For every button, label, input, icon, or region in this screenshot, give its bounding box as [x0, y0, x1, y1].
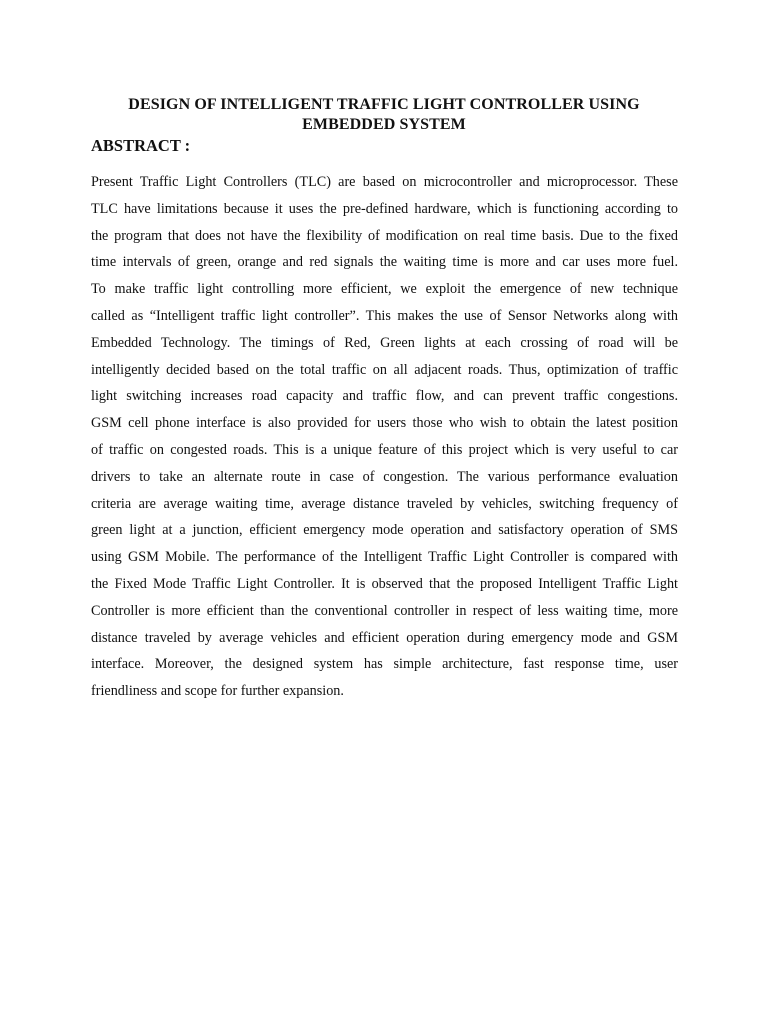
abstract-line: the Fixed Mode Traffic Light Controller. It is observed that the proposed Intelligent Traffic Light: [91, 575, 678, 592]
abstract-line: intelligently decided based on the total traffic on all adjacent roads. Thus, optimization of traffic: [91, 361, 678, 378]
abstract-line: drivers to take an alternate route in case of congestion. The various performance evaluation: [91, 468, 678, 485]
abstract-heading: ABSTRACT :: [91, 136, 191, 155]
document-title-line: EMBEDDED SYSTEM: [302, 116, 466, 133]
abstract-line: TLC have limitations because it uses the pre-defined hardware, which is functioning according to: [91, 200, 678, 217]
abstract-line: distance traveled by average vehicles and efficient operation during emergency mode and GSM: [91, 629, 678, 646]
abstract-line: light switching increases road capacity and traffic flow, and can prevent traffic congestions.: [91, 388, 678, 405]
abstract-body: [91, 169, 678, 705]
document-title-line: DESIGN OF INTELLIGENT TRAFFIC LIGHT CONTROLLER USING: [128, 96, 640, 113]
abstract-line: called as “Intelligent traffic light controller”. This makes the use of Sensor Networks along with: [91, 307, 678, 324]
abstract-line: friendliness and scope for further expansion.: [91, 683, 344, 700]
abstract-line: green light at a junction, efficient emergency mode operation and satisfactory operation of SMS: [91, 522, 678, 539]
abstract-line: Present Traffic Light Controllers (TLC) are based on microcontroller and microprocessor. These: [91, 174, 678, 190]
abstract-line: of traffic on congested roads. This is a unique feature of this project which is very useful to car: [91, 441, 678, 458]
abstract-line: interface. Moreover, the designed system has simple architecture, fast response time, user: [91, 656, 678, 673]
abstract-line: the program that does not have the flexibility of modification on real time basis. Due to the fixed: [91, 227, 678, 244]
abstract-line: using GSM Mobile. The performance of the Intelligent Traffic Light Controller is compared with: [91, 549, 678, 566]
document-title: [60, 95, 708, 135]
abstract-line: To make traffic light controlling more efficient, we exploit the emergence of new technique: [91, 281, 678, 298]
abstract-line: GSM cell phone interface is also provided for users those who wish to obtain the latest position: [91, 415, 678, 432]
abstract-line: time intervals of green, orange and red signals the waiting time is more and car uses more fuel.: [91, 254, 678, 271]
abstract-line: Embedded Technology. The timings of Red, Green lights at each crossing of road will be: [91, 334, 678, 351]
abstract-line: criteria are average waiting time, average distance traveled by vehicles, switching frequency of: [91, 495, 678, 512]
abstract-line: Controller is more efficient than the conventional controller in respect of less waiting time, more: [91, 602, 678, 619]
